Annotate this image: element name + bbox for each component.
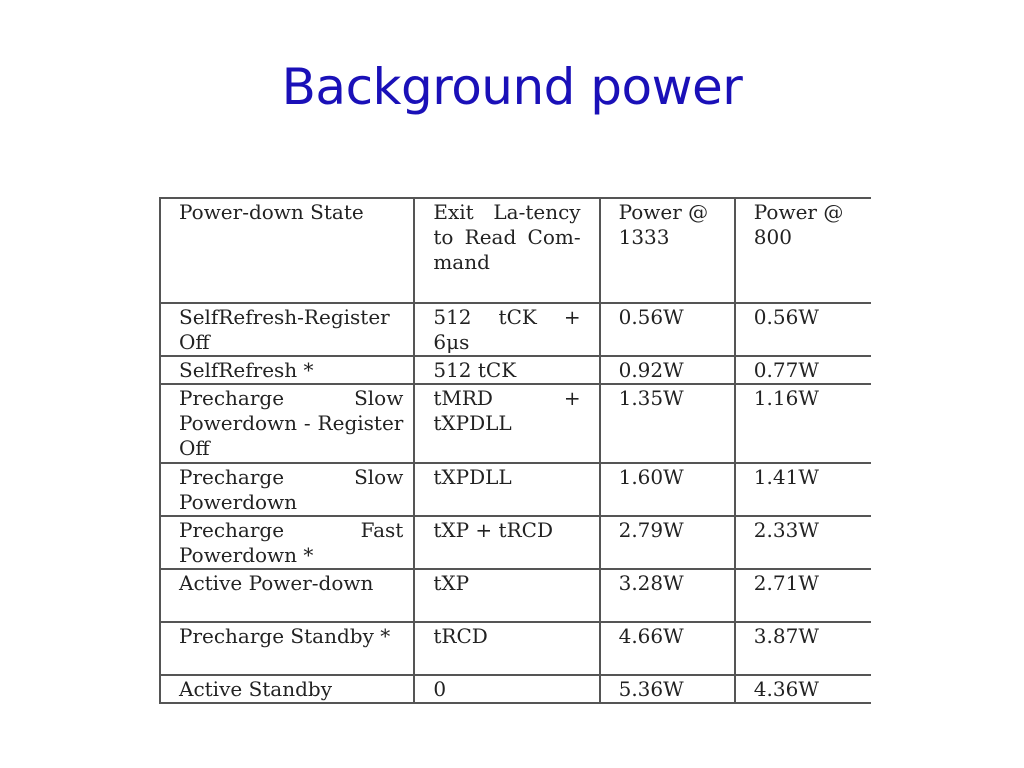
cell-power-800: 3.87W — [735, 622, 871, 675]
table-row — [160, 384, 871, 463]
cell-power-1333: 4.66W — [600, 622, 735, 675]
cell-power-800: 2.33W — [735, 516, 871, 569]
cell-power-1333: 0.56W — [600, 303, 735, 356]
cell-power-1333: 2.79W — [600, 516, 735, 569]
cell-exit-latency: tXP — [414, 569, 599, 622]
cell-state: Active Power-down — [160, 569, 414, 622]
power-table-container — [159, 197, 871, 699]
table-row — [160, 675, 871, 703]
cell-power-1333: 5.36W — [600, 675, 735, 703]
cell-state: Precharge Slow Powerdown — [160, 463, 414, 516]
cell-state: Precharge Slow Powerdown - Register Off — [160, 384, 414, 463]
cell-power-1333: 1.35W — [600, 384, 735, 463]
header-exit-latency: Exit La-tency to Read Com-mand — [414, 198, 599, 303]
cell-exit-latency: 512 tCK — [414, 356, 599, 384]
power-down-state-table — [159, 197, 871, 704]
cell-power-1333: 3.28W — [600, 569, 735, 622]
cell-exit-latency: tRCD — [414, 622, 599, 675]
cell-exit-latency: tMRD + tXPDLL — [414, 384, 599, 463]
cell-power-800: 4.36W — [735, 675, 871, 703]
slide-title: Background power — [281, 58, 743, 116]
header-power-down-state: Power-down State — [160, 198, 414, 303]
table-row — [160, 303, 871, 356]
cell-state: Precharge Fast Powerdown * — [160, 516, 414, 569]
cell-exit-latency: 0 — [414, 675, 599, 703]
cell-power-800: 1.41W — [735, 463, 871, 516]
cell-exit-latency: tXPDLL — [414, 463, 599, 516]
cell-power-800: 2.71W — [735, 569, 871, 622]
header-power-1333: Power @ 1333 — [600, 198, 735, 303]
cell-state: SelfRefresh * — [160, 356, 414, 384]
cell-exit-latency: 512 tCK + 6μs — [414, 303, 599, 356]
cell-state: SelfRefresh-Register Off — [160, 303, 414, 356]
cell-power-1333: 0.92W — [600, 356, 735, 384]
header-power-800: Power @ 800 — [735, 198, 871, 303]
table-row — [160, 569, 871, 622]
cell-exit-latency: tXP + tRCD — [414, 516, 599, 569]
cell-state: Precharge Standby * — [160, 622, 414, 675]
table-row — [160, 622, 871, 675]
table-row — [160, 463, 871, 516]
cell-power-800: 1.16W — [735, 384, 871, 463]
table-row — [160, 356, 871, 384]
cell-power-800: 0.56W — [735, 303, 871, 356]
cell-state: Active Standby — [160, 675, 414, 703]
table-row — [160, 516, 871, 569]
table-header-row — [160, 198, 871, 303]
cell-power-1333: 1.60W — [600, 463, 735, 516]
cell-power-800: 0.77W — [735, 356, 871, 384]
